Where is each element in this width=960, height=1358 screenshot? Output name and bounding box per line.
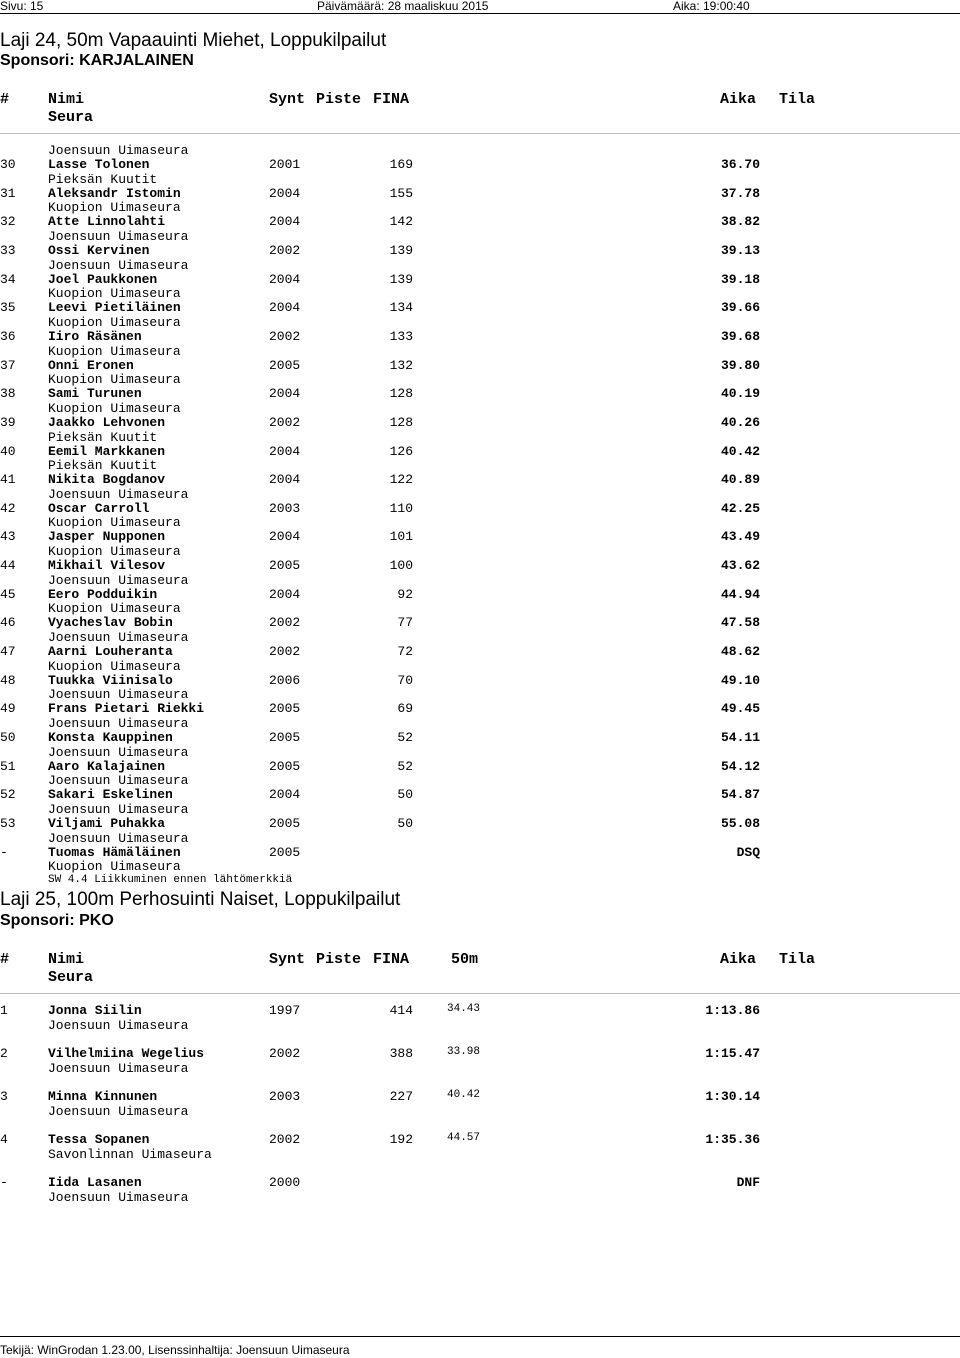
birth-year: 2005 (269, 844, 301, 860)
col-time: Aika (720, 91, 757, 108)
fina-points: 52 (397, 758, 413, 774)
result-time: 36.70 (720, 157, 760, 172)
col-piste: Piste (316, 951, 362, 968)
birth-year: 2004 (269, 472, 301, 488)
fina-points: 126 (389, 443, 413, 459)
swimmer-name: Eero Podduikin (48, 586, 158, 602)
birth-year: 2002 (269, 414, 301, 430)
event-title: Laji 24, 50m Vapaauinti Miehet, Loppukilpailut (0, 30, 387, 51)
rank: 30 (0, 157, 16, 172)
result-time: 44.94 (720, 586, 760, 602)
table-row (0, 1089, 960, 1132)
result-time: 40.42 (720, 443, 760, 459)
birth-year: 2004 (269, 386, 301, 402)
birth-year: 1997 (269, 1003, 301, 1018)
table-row (0, 630, 960, 658)
fina-points: 70 (397, 672, 413, 688)
table-row (0, 544, 960, 572)
swimmer-name: Frans Pietari Riekki (48, 701, 205, 717)
fina-points: 92 (397, 586, 413, 602)
birth-year: 2005 (269, 357, 301, 373)
header-divider (0, 133, 960, 134)
club-name: Kuopion Uimaseura (48, 859, 181, 875)
fina-points: 139 (389, 242, 413, 258)
swimmer-name: Mikhail Vilesov (48, 558, 166, 574)
split-time: 34.43 (447, 1003, 481, 1015)
fina-points: 52 (397, 730, 413, 745)
club-name: Joensuun Uimaseura (48, 830, 189, 846)
rank: 4 (0, 1132, 8, 1147)
table-row (0, 1003, 960, 1046)
result-time: 47.58 (720, 615, 760, 631)
rank: 3 (0, 1089, 8, 1104)
fina-points: 110 (389, 500, 413, 516)
club-name: Joensuun Uimaseura (48, 773, 189, 789)
swimmer-name: Ossi Kervinen (48, 242, 150, 258)
table-row (0, 745, 960, 773)
fina-points: 77 (397, 615, 413, 631)
col-status: Tila (779, 91, 816, 108)
result-time: 1:35.36 (705, 1132, 760, 1147)
col-club: Seura (48, 109, 94, 126)
rank: 40 (0, 443, 16, 459)
club-name: Pieksän Kuutit (48, 458, 158, 474)
swimmer-name: Onni Eronen (48, 357, 134, 373)
rank: 49 (0, 701, 16, 717)
swimmer-name: Sami Turunen (48, 386, 142, 402)
rank: 2 (0, 1046, 8, 1061)
split-time: 33.98 (447, 1046, 481, 1058)
club-name: Joensuun Uimaseura (48, 1190, 189, 1205)
col-club: Seura (48, 969, 94, 986)
club-name: Savonlinnan Uimaseura (48, 1147, 212, 1162)
table-row (0, 286, 960, 314)
swimmer-name: Leevi Pietiläinen (48, 300, 181, 316)
fina-points: 192 (389, 1132, 413, 1147)
club-name: Kuopion Uimaseura (48, 515, 181, 531)
rank: 48 (0, 672, 16, 688)
club-name: Joensuun Uimaseura (48, 716, 189, 731)
table-row (0, 1132, 960, 1175)
result-time: 43.49 (720, 529, 760, 545)
result-time: 1:15.47 (705, 1046, 760, 1061)
birth-year: 2003 (269, 1089, 301, 1104)
result-time: 55.08 (720, 815, 760, 831)
birth-year: 2002 (269, 328, 301, 344)
event-title: Laji 25, 100m Perhosuinti Naiset, Loppukilpailut (0, 889, 401, 910)
swimmer-name: Jaakko Lehvonen (48, 414, 166, 430)
result-time: 38.82 (720, 214, 760, 230)
table-row (0, 430, 960, 458)
table-row (0, 802, 960, 830)
birth-year: 2002 (269, 242, 301, 258)
rank: 41 (0, 472, 16, 488)
birth-year: 2004 (269, 300, 301, 316)
disqualification-note: SW 4.4 Liikkuminen ennen lähtömerkkiä (48, 874, 293, 887)
birth-year: 2004 (269, 185, 301, 201)
fina-points: 227 (389, 1089, 413, 1104)
result-time: 1:13.86 (705, 1003, 760, 1018)
fina-points: 142 (389, 214, 413, 230)
fina-points: 128 (389, 386, 413, 402)
swimmer-name: Jonna Siilin (48, 1003, 142, 1018)
birth-year: 2004 (269, 214, 301, 230)
birth-year: 2004 (269, 529, 301, 545)
table-row (0, 687, 960, 715)
birth-year: 2005 (269, 701, 301, 717)
result-time: 42.25 (720, 500, 760, 516)
club-name: Joensuun Uimaseura (48, 1018, 189, 1033)
swimmer-name: Aarni Louheranta (48, 644, 173, 660)
rank: 43 (0, 529, 16, 545)
swimmer-name: Eemil Markkanen (48, 443, 166, 459)
result-time: 54.87 (720, 787, 760, 803)
table-row (0, 716, 960, 744)
result-time: 39.66 (720, 300, 760, 316)
result-time: 48.62 (720, 644, 760, 660)
col-status: Tila (779, 951, 816, 968)
club-name: Kuopion Uimaseura (48, 544, 181, 560)
swimmer-name: Nikita Bogdanov (48, 472, 166, 488)
print-time: Aika: 19:00:40 (673, 0, 750, 13)
fina-points: 133 (389, 328, 413, 344)
col-synt: Synt (269, 951, 306, 968)
result-time: DNF (736, 1175, 760, 1190)
club-name: Kuopion Uimaseura (48, 286, 181, 302)
table-row (0, 458, 960, 486)
swimmer-name: Joel Paukkonen (48, 271, 158, 287)
club-name: Joensuun Uimaseura (48, 744, 189, 760)
birth-year: 2000 (269, 1175, 301, 1190)
result-time: 39.68 (720, 328, 760, 344)
birth-year: 2004 (269, 443, 301, 459)
club-name: Joensuun Uimaseura (48, 486, 189, 502)
page-header (0, 0, 960, 14)
fina-points: 414 (389, 1003, 413, 1018)
swimmer-name: Iiro Räsänen (48, 328, 142, 344)
swimmer-name: Viljami Puhakka (48, 815, 166, 831)
table-row (0, 773, 960, 801)
rank: 37 (0, 357, 16, 373)
birth-year: 2001 (269, 157, 301, 172)
birth-year: 2004 (269, 787, 301, 803)
club-name: Kuopion Uimaseura (48, 314, 181, 330)
result-time: 39.18 (720, 271, 760, 287)
table-row (0, 831, 960, 859)
fina-points: 101 (389, 529, 413, 545)
result-time: 54.11 (720, 730, 760, 745)
result-time: 43.62 (720, 558, 760, 574)
birth-year: 2002 (269, 615, 301, 631)
col-fina: FINA (373, 91, 410, 108)
birth-year: 2003 (269, 500, 301, 516)
rank: 46 (0, 615, 16, 631)
club-name: Pieksän Kuutit (48, 429, 158, 445)
fina-points: 128 (389, 414, 413, 430)
result-time: 37.78 (720, 185, 760, 201)
swimmer-name: Minna Kinnunen (48, 1089, 158, 1104)
event-sponsor: Sponsori: KARJALAINEN (0, 52, 194, 69)
club-name: Kuopion Uimaseura (48, 658, 181, 674)
result-time: 40.26 (720, 414, 760, 430)
col-time: Aika (720, 951, 757, 968)
table-row (0, 229, 960, 257)
club-name: Joensuun Uimaseura (48, 257, 189, 273)
print-date: Päivämäärä: 28 maaliskuu 2015 (317, 0, 489, 13)
rank: 31 (0, 185, 16, 201)
col-split: 50m (451, 951, 479, 968)
table-row (0, 515, 960, 543)
col-name: Nimi (48, 951, 85, 968)
rank: 32 (0, 214, 16, 230)
col-rank: # (0, 951, 10, 968)
fina-points: 100 (389, 558, 413, 574)
fina-points: 72 (397, 644, 413, 660)
fina-points: 388 (389, 1046, 413, 1061)
club-name: Kuopion Uimaseura (48, 601, 181, 617)
birth-year: 2002 (269, 1046, 301, 1061)
fina-points: 122 (389, 472, 413, 488)
rank: 42 (0, 500, 16, 516)
header-divider (0, 993, 960, 994)
footer-text: Tekijä: WinGrodan 1.23.00, Lisenssinhaltija: Joensuun Uimaseura (0, 1343, 350, 1357)
rank: 1 (0, 1003, 8, 1018)
swimmer-name: Vilhelmiina Wegelius (48, 1046, 205, 1061)
rank: 45 (0, 586, 16, 602)
birth-year: 2005 (269, 730, 301, 745)
col-piste: Piste (316, 91, 362, 108)
table-row (0, 172, 960, 200)
rank: 52 (0, 787, 16, 803)
fina-points: 132 (389, 357, 413, 373)
birth-year: 2002 (269, 644, 301, 660)
result-time: DSQ (736, 844, 760, 860)
page-footer (0, 1336, 960, 1357)
swimmer-name: Tessa Sopanen (48, 1132, 150, 1147)
club-name: Joensuun Uimaseura (48, 143, 189, 158)
birth-year: 2005 (269, 558, 301, 574)
club-name: Kuopion Uimaseura (48, 200, 181, 216)
table-row (0, 659, 960, 687)
birth-year: 2005 (269, 815, 301, 831)
rank: 34 (0, 271, 16, 287)
rank: 39 (0, 414, 16, 430)
table-row (0, 601, 960, 629)
col-synt: Synt (269, 91, 306, 108)
rank: 38 (0, 386, 16, 402)
col-name: Nimi (48, 91, 85, 108)
table-row (0, 372, 960, 400)
swimmer-name: Sakari Eskelinen (48, 787, 173, 803)
club-name: Joensuun Uimaseura (48, 687, 189, 703)
result-time: 40.89 (720, 472, 760, 488)
swimmer-name: Oscar Carroll (48, 500, 150, 516)
table-row (0, 200, 960, 228)
club-name: Joensuun Uimaseura (48, 630, 189, 646)
club-name: Joensuun Uimaseura (48, 801, 189, 817)
table-row (0, 1046, 960, 1089)
rank: - (0, 844, 8, 860)
rank: 35 (0, 300, 16, 316)
swimmer-name: Atte Linnolahti (48, 214, 166, 230)
table-row (0, 344, 960, 372)
swimmer-name: Iida Lasanen (48, 1175, 142, 1190)
fina-points: 134 (389, 300, 413, 316)
club-name: Joensuun Uimaseura (48, 1104, 189, 1119)
swimmer-name: Tuomas Hämäläinen (48, 844, 181, 860)
result-time: 54.12 (720, 758, 760, 774)
rank: 44 (0, 558, 16, 574)
table-row (0, 1175, 960, 1218)
col-rank: # (0, 91, 10, 108)
rank: 50 (0, 730, 16, 745)
event-sponsor: Sponsori: PKO (0, 912, 114, 929)
result-time: 1:30.14 (705, 1089, 760, 1104)
fina-points: 155 (389, 185, 413, 201)
rank: - (0, 1175, 8, 1190)
col-fina: FINA (373, 951, 410, 968)
table-row (0, 143, 960, 171)
birth-year: 2002 (269, 1132, 301, 1147)
page-number: Sivu: 15 (0, 0, 44, 13)
swimmer-name: Lasse Tolonen (48, 157, 150, 172)
club-name: Joensuun Uimaseura (48, 572, 189, 588)
table-row (0, 487, 960, 515)
swimmer-name: Tuukka Viinisalo (48, 672, 173, 688)
table-row (0, 401, 960, 429)
rank: 47 (0, 644, 16, 660)
club-name: Pieksän Kuutit (48, 171, 158, 187)
swimmer-name: Jasper Nupponen (48, 529, 166, 545)
result-time: 39.13 (720, 242, 760, 258)
club-name: Joensuun Uimaseura (48, 228, 189, 244)
rank: 51 (0, 758, 16, 774)
birth-year: 2006 (269, 672, 301, 688)
club-name: Kuopion Uimaseura (48, 372, 181, 388)
birth-year: 2005 (269, 758, 301, 774)
birth-year: 2004 (269, 586, 301, 602)
fina-points: 50 (397, 787, 413, 803)
rank: 33 (0, 242, 16, 258)
fina-points: 50 (397, 815, 413, 831)
table-row (0, 258, 960, 286)
swimmer-name: Aaro Kalajainen (48, 758, 166, 774)
swimmer-name: Konsta Kauppinen (48, 730, 173, 745)
split-time: 44.57 (447, 1132, 481, 1144)
rank: 36 (0, 328, 16, 344)
fina-points: 69 (397, 701, 413, 717)
fina-points: 139 (389, 271, 413, 287)
club-name: Kuopion Uimaseura (48, 400, 181, 416)
table-row (0, 315, 960, 343)
result-time: 49.45 (720, 701, 760, 717)
result-time: 49.10 (720, 672, 760, 688)
result-time: 40.19 (720, 386, 760, 402)
swimmer-name: Aleksandr Istomin (48, 185, 181, 201)
club-name: Kuopion Uimaseura (48, 343, 181, 359)
swimmer-name: Vyacheslav Bobin (48, 615, 173, 631)
result-time: 39.80 (720, 357, 760, 373)
table-row (0, 573, 960, 601)
rank: 53 (0, 815, 16, 831)
birth-year: 2004 (269, 271, 301, 287)
fina-points: 169 (389, 157, 413, 172)
club-name: Joensuun Uimaseura (48, 1061, 189, 1076)
split-time: 40.42 (447, 1089, 481, 1101)
